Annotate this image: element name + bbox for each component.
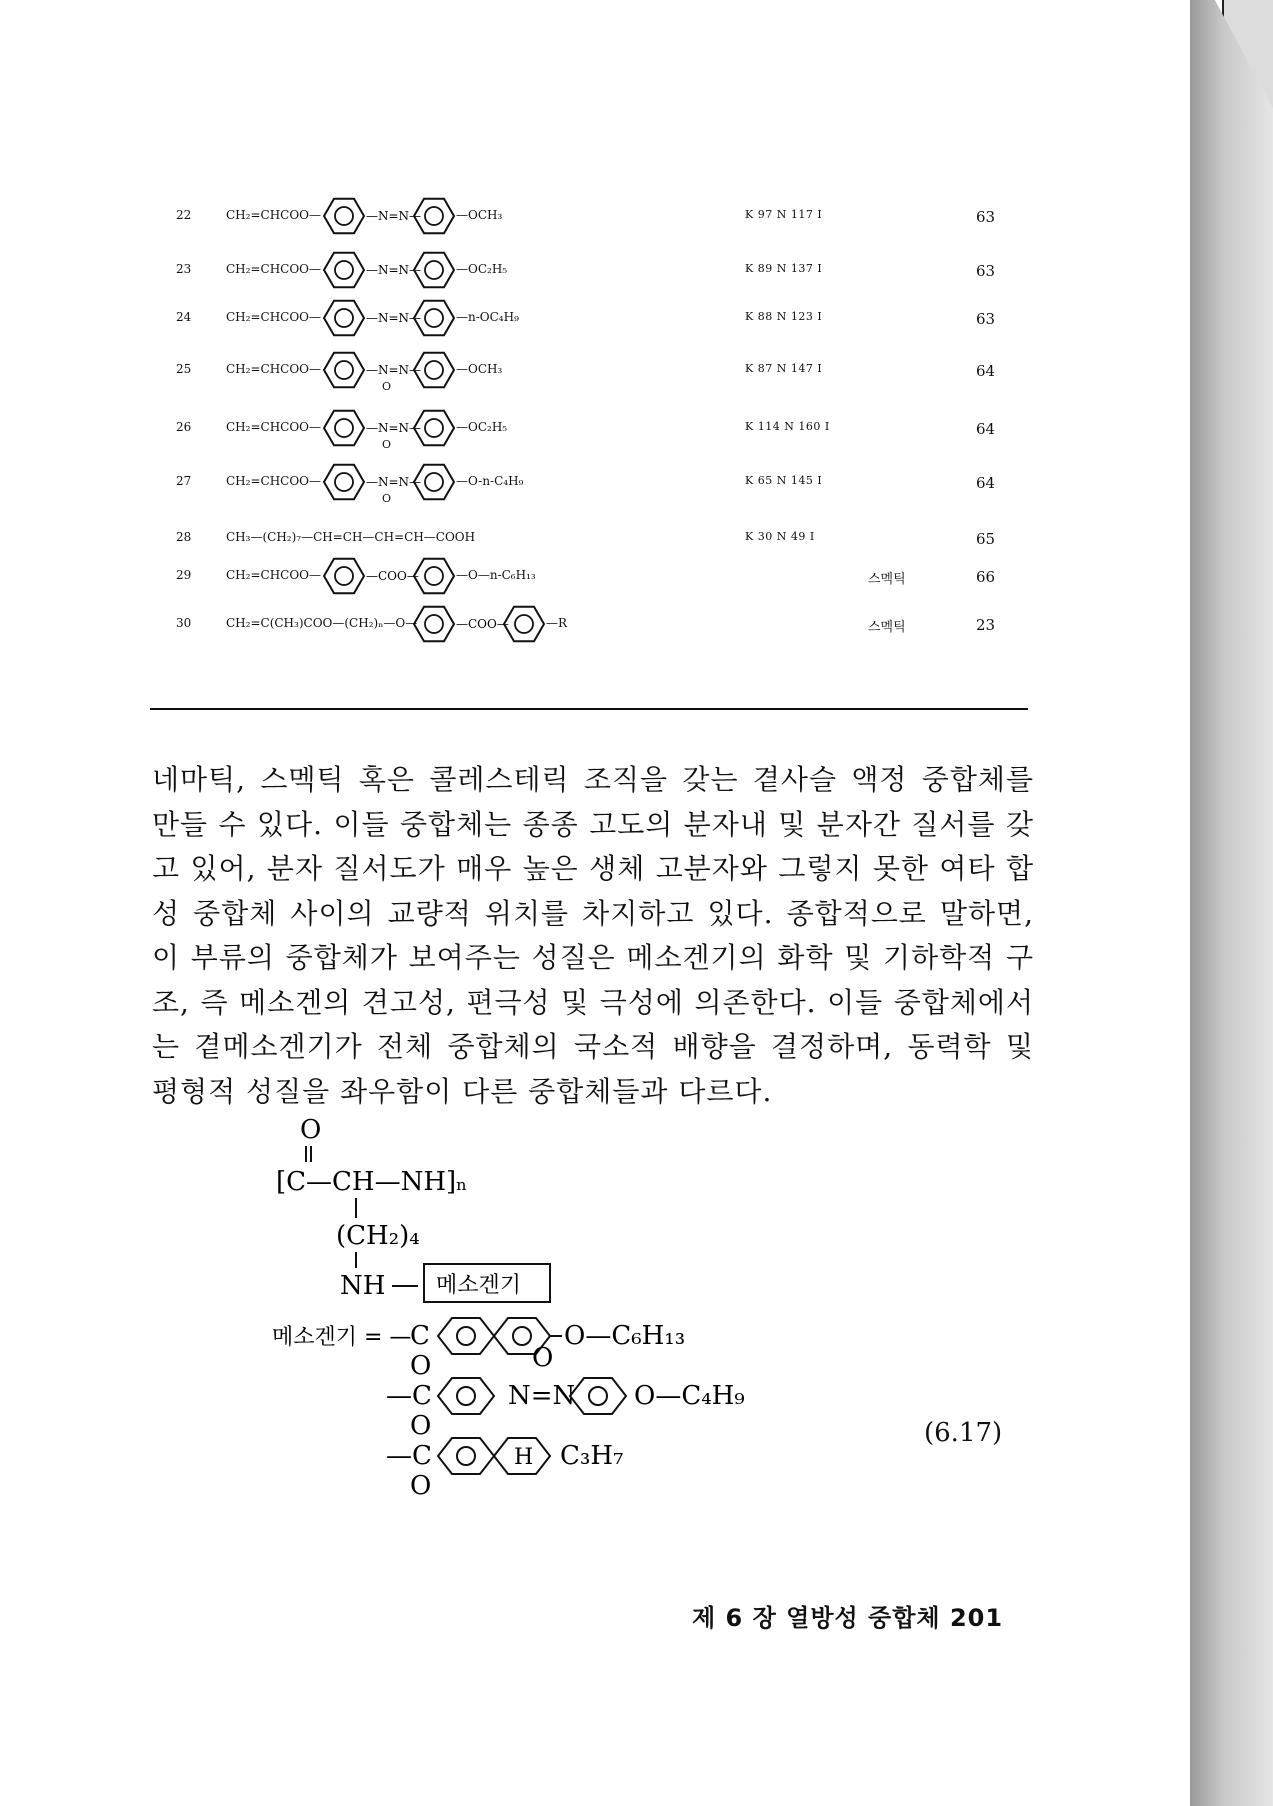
section-divider (150, 708, 1028, 710)
formula-tail: —OCH₃ (456, 362, 503, 376)
reference-number: 63 (976, 310, 996, 328)
transition-temps: K 88 N 123 I (745, 310, 823, 323)
linker-group: —N=N— (366, 475, 422, 489)
ring-pair (322, 196, 542, 236)
formula-head: CH₂=CHCOO— (226, 208, 322, 222)
benzene-ring-icon (414, 559, 454, 594)
r1-tail: O—C₆H₁₃ (564, 1321, 686, 1351)
formula-head: CH₂=CHCOO— (226, 262, 322, 276)
benzene-ring-icon (324, 411, 364, 446)
table-row (0, 604, 1222, 644)
equation-6-17 (0, 1118, 1222, 1538)
carbonyl-o: O (410, 1411, 432, 1441)
table-row (0, 518, 1222, 558)
dash-c: —C (386, 1381, 432, 1411)
formula-text: CH₃—(CH₂)₇—CH=CH—CH=CH—COOH (226, 530, 476, 544)
formula-head: CH₂=CHCOO— (226, 568, 322, 582)
formula-tail: —O—n-C₆H₁₃ (456, 568, 536, 582)
table-row (0, 350, 1222, 393)
r2-tail: O—C₄H₉ (634, 1381, 745, 1411)
table-row (0, 462, 1222, 505)
transition-temps: K 114 N 160 I (745, 420, 830, 433)
reference-number: 65 (976, 530, 996, 548)
phase-type: 스멕틱 (868, 572, 906, 587)
reference-number: 63 (976, 262, 996, 280)
row-number: 26 (176, 420, 192, 434)
formula-head: CH₂=CHCOO— (226, 420, 322, 434)
azoxy-oxygen: O (382, 380, 392, 393)
page-edge (1190, 0, 1273, 1806)
spacer-formula: (CH₂)₄ (336, 1221, 420, 1251)
backbone-carbonyl-o: O (300, 1118, 322, 1145)
transition-temps: K 87 N 147 I (745, 362, 823, 375)
carbonyl-o: O (410, 1351, 432, 1381)
ring-pair (322, 408, 542, 448)
row-number: 22 (176, 208, 192, 222)
nh-group: NH (340, 1271, 386, 1301)
linker-group: —N=N— (366, 421, 422, 435)
azoxy-group: N=N (508, 1381, 576, 1411)
svg-text:H: H (514, 1445, 534, 1470)
reference-number: 23 (976, 616, 996, 634)
linker-group: —N=N— (366, 363, 422, 377)
reference-number: 66 (976, 568, 996, 586)
formula-head: CH₂=CHCOO— (226, 310, 322, 324)
carbonyl-o: O (410, 1471, 432, 1501)
row-number: 30 (176, 616, 192, 630)
formula-tail: —OCH₃ (456, 208, 503, 222)
transition-temps: K 65 N 145 I (745, 474, 823, 487)
formula-tail: —OC₂H₅ (456, 420, 508, 434)
row-number: 23 (176, 262, 192, 276)
formula-tail: —OC₂H₅ (456, 262, 508, 276)
equation-structure (0, 1118, 1222, 1538)
table-row (0, 298, 1222, 338)
mesogen-box-label: 메소겐기 (436, 1273, 522, 1298)
reference-number: 63 (976, 208, 996, 226)
formula-head: CH₂=CHCOO— (226, 474, 322, 488)
linker-group: —N=N— (366, 209, 422, 223)
row-number: 27 (176, 474, 192, 488)
dash-c: —C (386, 1441, 432, 1471)
linker-group: —COO— (456, 617, 509, 631)
ring-4 (570, 1378, 626, 1414)
transition-temps: K 30 N 49 I (745, 530, 815, 543)
benzene-ring-icon (324, 199, 364, 234)
ring-3 (438, 1378, 494, 1414)
formula-head: CH₂=C(CH₃)COO—(CH₂)ₙ—O— (226, 616, 418, 630)
backbone-formula: [C—CH—NH]ₙ (276, 1167, 468, 1197)
table-row (0, 196, 1222, 236)
r3-tail: C₃H₇ (560, 1441, 624, 1471)
reference-number: 64 (976, 362, 996, 380)
linker-group: —COO— (366, 569, 419, 583)
benzene-ring-icon (324, 353, 364, 388)
benzene-ring-icon (504, 607, 544, 642)
ring-5 (438, 1438, 494, 1474)
transition-temps: K 89 N 137 I (745, 262, 823, 275)
phase-type: 스멕틱 (868, 620, 906, 635)
formula-tail: —n-OC₄H₉ (456, 310, 519, 324)
reference-number: 64 (976, 474, 996, 492)
azoxy-oxygen: O (382, 492, 392, 505)
formula-tail: —R (546, 616, 568, 630)
table-row (0, 556, 1222, 596)
row-number: 29 (176, 568, 192, 582)
reference-number: 64 (976, 420, 996, 438)
mesogen-def-label: 메소겐기 = — (272, 1325, 412, 1350)
row-number: 28 (176, 530, 192, 544)
formula-head: CH₂=CHCOO— (226, 362, 322, 376)
ring-pair (412, 604, 632, 644)
azoxy-o: O (532, 1343, 554, 1373)
benzene-ring-icon (324, 465, 364, 500)
transition-temps: K 97 N 117 I (745, 208, 823, 221)
row-number: 24 (176, 310, 192, 324)
carbonyl-c: C (410, 1321, 430, 1351)
benzene-ring-icon (324, 301, 364, 336)
cyclohexane-ring (494, 1438, 550, 1474)
ring-pair (322, 250, 542, 290)
equation-number: (6.17) (924, 1418, 1003, 1448)
page-footer: 제 6 장 열방성 중합체 201 (692, 1604, 1004, 1632)
table-row (0, 408, 1222, 451)
body-paragraph: 네마틱, 스멕틱 혹은 콜레스테릭 조직을 갖는 곁사슬 액정 중합체를 만들 수 있다. 이들 중합체는 종종 고도의 분자내 및 분자간 질서를 갖고 있어, 분자 질서도가 매우 높은 생체 고분자와 그렇지 못한 여타 합성 중합체 사이의 교량적 위치를 차지하고 있다. 종합적으로 말하면, 이 부류의 중합체가 보여주는 성질은 메소겐기의 화학 및 기하학적 구조, 즉 메소겐의 견고성, 편극성 및 극성에 의존한다. 이들 중합체에서는 곁메소겐기가 전체 중합체의 국소적 배향을 결정하며, 동력학 및 평형적 성질을 좌우함이 다른 중합체들과 다르다. (152, 763, 1034, 1108)
linker-group: —N=N— (366, 263, 422, 277)
ring-1 (438, 1318, 494, 1354)
row-number: 25 (176, 362, 192, 376)
ring-pair (322, 350, 542, 390)
azoxy-oxygen: O (382, 438, 392, 451)
linker-group: —N=N— (366, 311, 422, 325)
benzene-ring-icon (324, 559, 364, 594)
benzene-ring-icon (324, 253, 364, 288)
table-row (0, 250, 1222, 290)
formula-tail: —O-n-C₄H₉ (456, 474, 524, 488)
benzene-ring-icon (414, 607, 454, 642)
